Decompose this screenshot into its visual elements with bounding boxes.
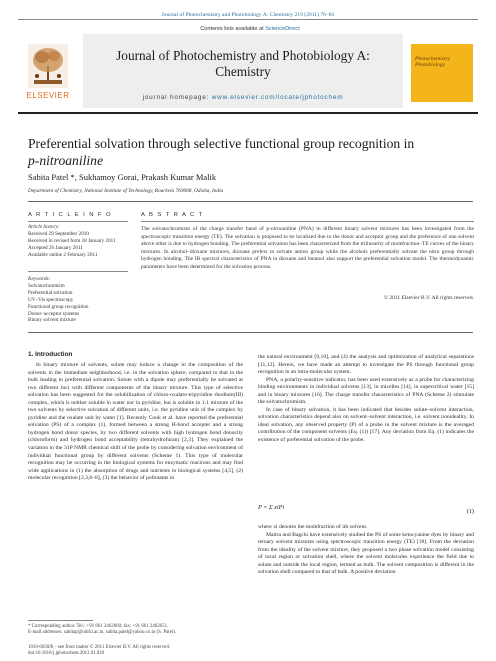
intro-paragraph-3: PNA, a polarity-sensitive indicator, has been used extensively as a probe for characterizing binding environments in individual solvents [13], in micelles [14], in supercritical water [15] and in binary mixtures [16]. The charge transfer characteristics of PNA (Scheme 2) stimulate the solvatochromism. bbox=[258, 376, 474, 406]
abstract-rule bbox=[141, 221, 474, 222]
affiliation: Department of Chemistry, National Institute of Technology, Rourkela 769008, Odisha, India bbox=[28, 188, 224, 194]
doi-link[interactable]: doi:10.1016/j.jphotochem.2011.01.020 bbox=[28, 651, 105, 657]
intro-right-column bbox=[258, 354, 474, 445]
header-bottom-rule bbox=[18, 112, 478, 114]
intro-left-column bbox=[28, 362, 243, 483]
intro-paragraph-4: In case of binary solvation, it has been indicated that besides solute–solvent interaction, solvation characteristics depend also on solvent–solvent interaction, i.e. solvent nonideality. In ideal solvation, any observed property (P) of a probe in the solvent mixture is the averaged contribution of the component solvents (Eq. (1)) [17]. Any deviation from Eq. (1) indicates the existence of preferential solvation of the probe. bbox=[258, 406, 474, 444]
body-rule bbox=[28, 332, 473, 333]
corresponding-author: * Corresponding author. Tel.: +91 661 2462660; fax: +91 661 2462651. bbox=[28, 624, 169, 629]
article-title bbox=[28, 136, 473, 169]
history-online: Available online 2 February 2011 bbox=[28, 251, 98, 258]
journal-title-line2: Chemistry bbox=[215, 64, 271, 79]
history-received: Received 29 September 2010 bbox=[28, 230, 89, 237]
cover-text bbox=[415, 56, 469, 69]
abstract-copyright: © 2011 Elsevier B.V. All rights reserved. bbox=[383, 295, 474, 301]
cover-text-line2: Photobiology bbox=[415, 62, 446, 69]
section-rule bbox=[28, 201, 473, 202]
elsevier-tree-icon bbox=[28, 44, 68, 88]
article-info-rule bbox=[28, 221, 128, 222]
keyword-item: UV–Vis spectroscopy bbox=[28, 296, 74, 303]
abstract-text: The solvatochromism of the charge transfer band of p-nitroaniline (PNA) in different binary solvent mixtures has been investigated from the spectroscopic transition energy (TE). The solvation is proposed to be localized due to the donor and acceptor group and the preference of one solvent above other is due to hydrogen bonding. The preferential solvation has been characterized from the trilinearity of molefraction–TE curves of the binary mixtures. In alcohol–dioxane mixtures, dioxane prefers to solvate amino group while the alcohols preferentially solvate the nitro group through hydrogen bonding. The IR spectral characteristics of PNA in dioxane and butanol also support the preferential solvation model. The thermodynamic parameters have been determined for the solvation process. bbox=[141, 226, 474, 270]
keywords-label: Keywords: bbox=[28, 276, 51, 282]
issn-line: 1010-6030/$ – see front matter © 2011 Elsevier B.V. All rights reserved. bbox=[28, 645, 170, 650]
footnote-rule bbox=[28, 620, 93, 621]
equation-number: (1) bbox=[466, 508, 474, 515]
history-revised: Received in revised form 18 January 2011 bbox=[28, 237, 116, 244]
keyword-item: Donor–acceptor systems bbox=[28, 310, 80, 317]
journal-cover-thumbnail[interactable] bbox=[411, 44, 473, 102]
journal-title[interactable] bbox=[83, 48, 403, 80]
homepage-link[interactable]: www.elsevier.com/locate/jphotochem bbox=[211, 94, 344, 101]
intro-right-column-continued bbox=[258, 524, 474, 577]
keyword-item: Solvatochromism bbox=[28, 282, 65, 289]
article-title-line2: p-nitroaniline bbox=[28, 152, 104, 168]
intro-paragraph-6: Maitra and Bagchi have extensively studied the PS of some ketocyanine dyes by binary and ternary solvent mixtures using spectroscopic transition energy (TE) [18]. From the deviation from the ideality of the solvent mixture, they proposed a two phase solvation model consisting of local region or solvation shell, where the solvent molecules experience the field due to solute and outside the local region, termed as bulk. The solvent composition is different in the solvation shell compared to that of bulk. A positive deviation bbox=[258, 531, 474, 576]
homepage-prefix: journal homepage: bbox=[142, 94, 212, 101]
footnote-issn bbox=[28, 645, 243, 658]
journal-homepage bbox=[83, 94, 403, 101]
cover-text-line1: Photochemistry bbox=[415, 56, 451, 62]
keywords bbox=[28, 276, 128, 324]
abstract-heading: A B S T R A C T bbox=[141, 212, 204, 218]
author-email[interactable]: E-mail addresses: sabitap@nitrkl.ac.in, sabita.patel@yahoo.co.in (S. Patel). bbox=[28, 630, 176, 636]
keyword-item: Binary solvent mixture bbox=[28, 317, 76, 324]
journal-citation[interactable]: Journal of Photochemistry and Photobiology A: Chemistry 219 (2011) 76–83 bbox=[161, 12, 335, 18]
equation-text: P = Σ xiPi bbox=[258, 504, 285, 511]
article-info-heading: A R T I C L E I N F O bbox=[28, 212, 112, 218]
keywords-rule bbox=[28, 271, 128, 272]
authors[interactable]: Sabita Patel *, Sukhamoy Gorai, Prakash Kumar Malik bbox=[28, 172, 217, 182]
article-title-line1: Preferential solvation through selective functional group recognition in bbox=[28, 136, 415, 151]
elsevier-wordmark: ELSEVIER bbox=[26, 91, 70, 100]
history-label: Article history: bbox=[28, 224, 60, 230]
article-history bbox=[28, 224, 128, 259]
header-top-rule bbox=[18, 19, 478, 20]
history-accepted: Accepted 26 January 2011 bbox=[28, 244, 83, 251]
intro-paragraph-5: where xi denotes the molefraction of ith solvent. bbox=[258, 524, 368, 530]
keyword-item: Functional group recognition bbox=[28, 303, 89, 310]
sciencedirect-link[interactable]: ScienceDirect bbox=[265, 26, 300, 32]
intro-paragraph-1: In binary mixture of solvents, solute may induce a change in the composition of the solvents in the immediate neighborhood, i.e. in the solvation sphere, compared to that in the bulk leading to preferential solvation. Solute with a dipole may preferentially be solvated at two different loci with different components of the binary mixture. This type of selective solvation has been suggested for the solubilization of chloro-oxalato-tripyridine rhodium(III) complex, which is neither soluble in water nor in pyridine, but is soluble in 1:1 mixture of the two solvents by selective solvation of different units, i.e. the pyridine unit of the complex by pyridine and the oxalate unit by water [1]. Recently Cook et al. have reported the preferential solvation (PS) of a complex (1), formed between a strong H-bond accepter and a strong hydrogen bond donor species, by two different solvents with high hydrogen bond donocity (chloroform) and hydrogen bond acceptability (tetrahydrofuran) [2,3]. They explained the variation in the 31P NMR chemical shift of the probe by considering solvation environment of individual functional group by different solvents (Scheme 1). This type of molecular recognition may be occurring in the biological systems for enzymatic reactions and may find wide applications in (1) the absorption of drugs and nutrients in biological systems [4,5], (2) molecular recognition [2,3,6–8], (3) the behavior of pollutants in bbox=[28, 362, 243, 482]
contents-line bbox=[115, 26, 385, 32]
keyword-item: Preferential solvation bbox=[28, 289, 73, 296]
equation-1 bbox=[258, 504, 474, 520]
footnote-corresponding bbox=[28, 624, 243, 636]
contents-prefix: Contents lists available at bbox=[200, 26, 266, 32]
section-heading-introduction: 1. Introduction bbox=[28, 351, 73, 358]
intro-paragraph-2: the natural environment [9,10], and (4) the analysis and optimization of analytical separations [11,12]. Herein, we have made an attempt to investigate the PS through functional group recognition in an intra-molecular system. bbox=[258, 354, 474, 376]
elsevier-logo[interactable] bbox=[22, 44, 74, 102]
journal-title-line1: Journal of Photochemistry and Photobiology A: bbox=[116, 48, 370, 63]
